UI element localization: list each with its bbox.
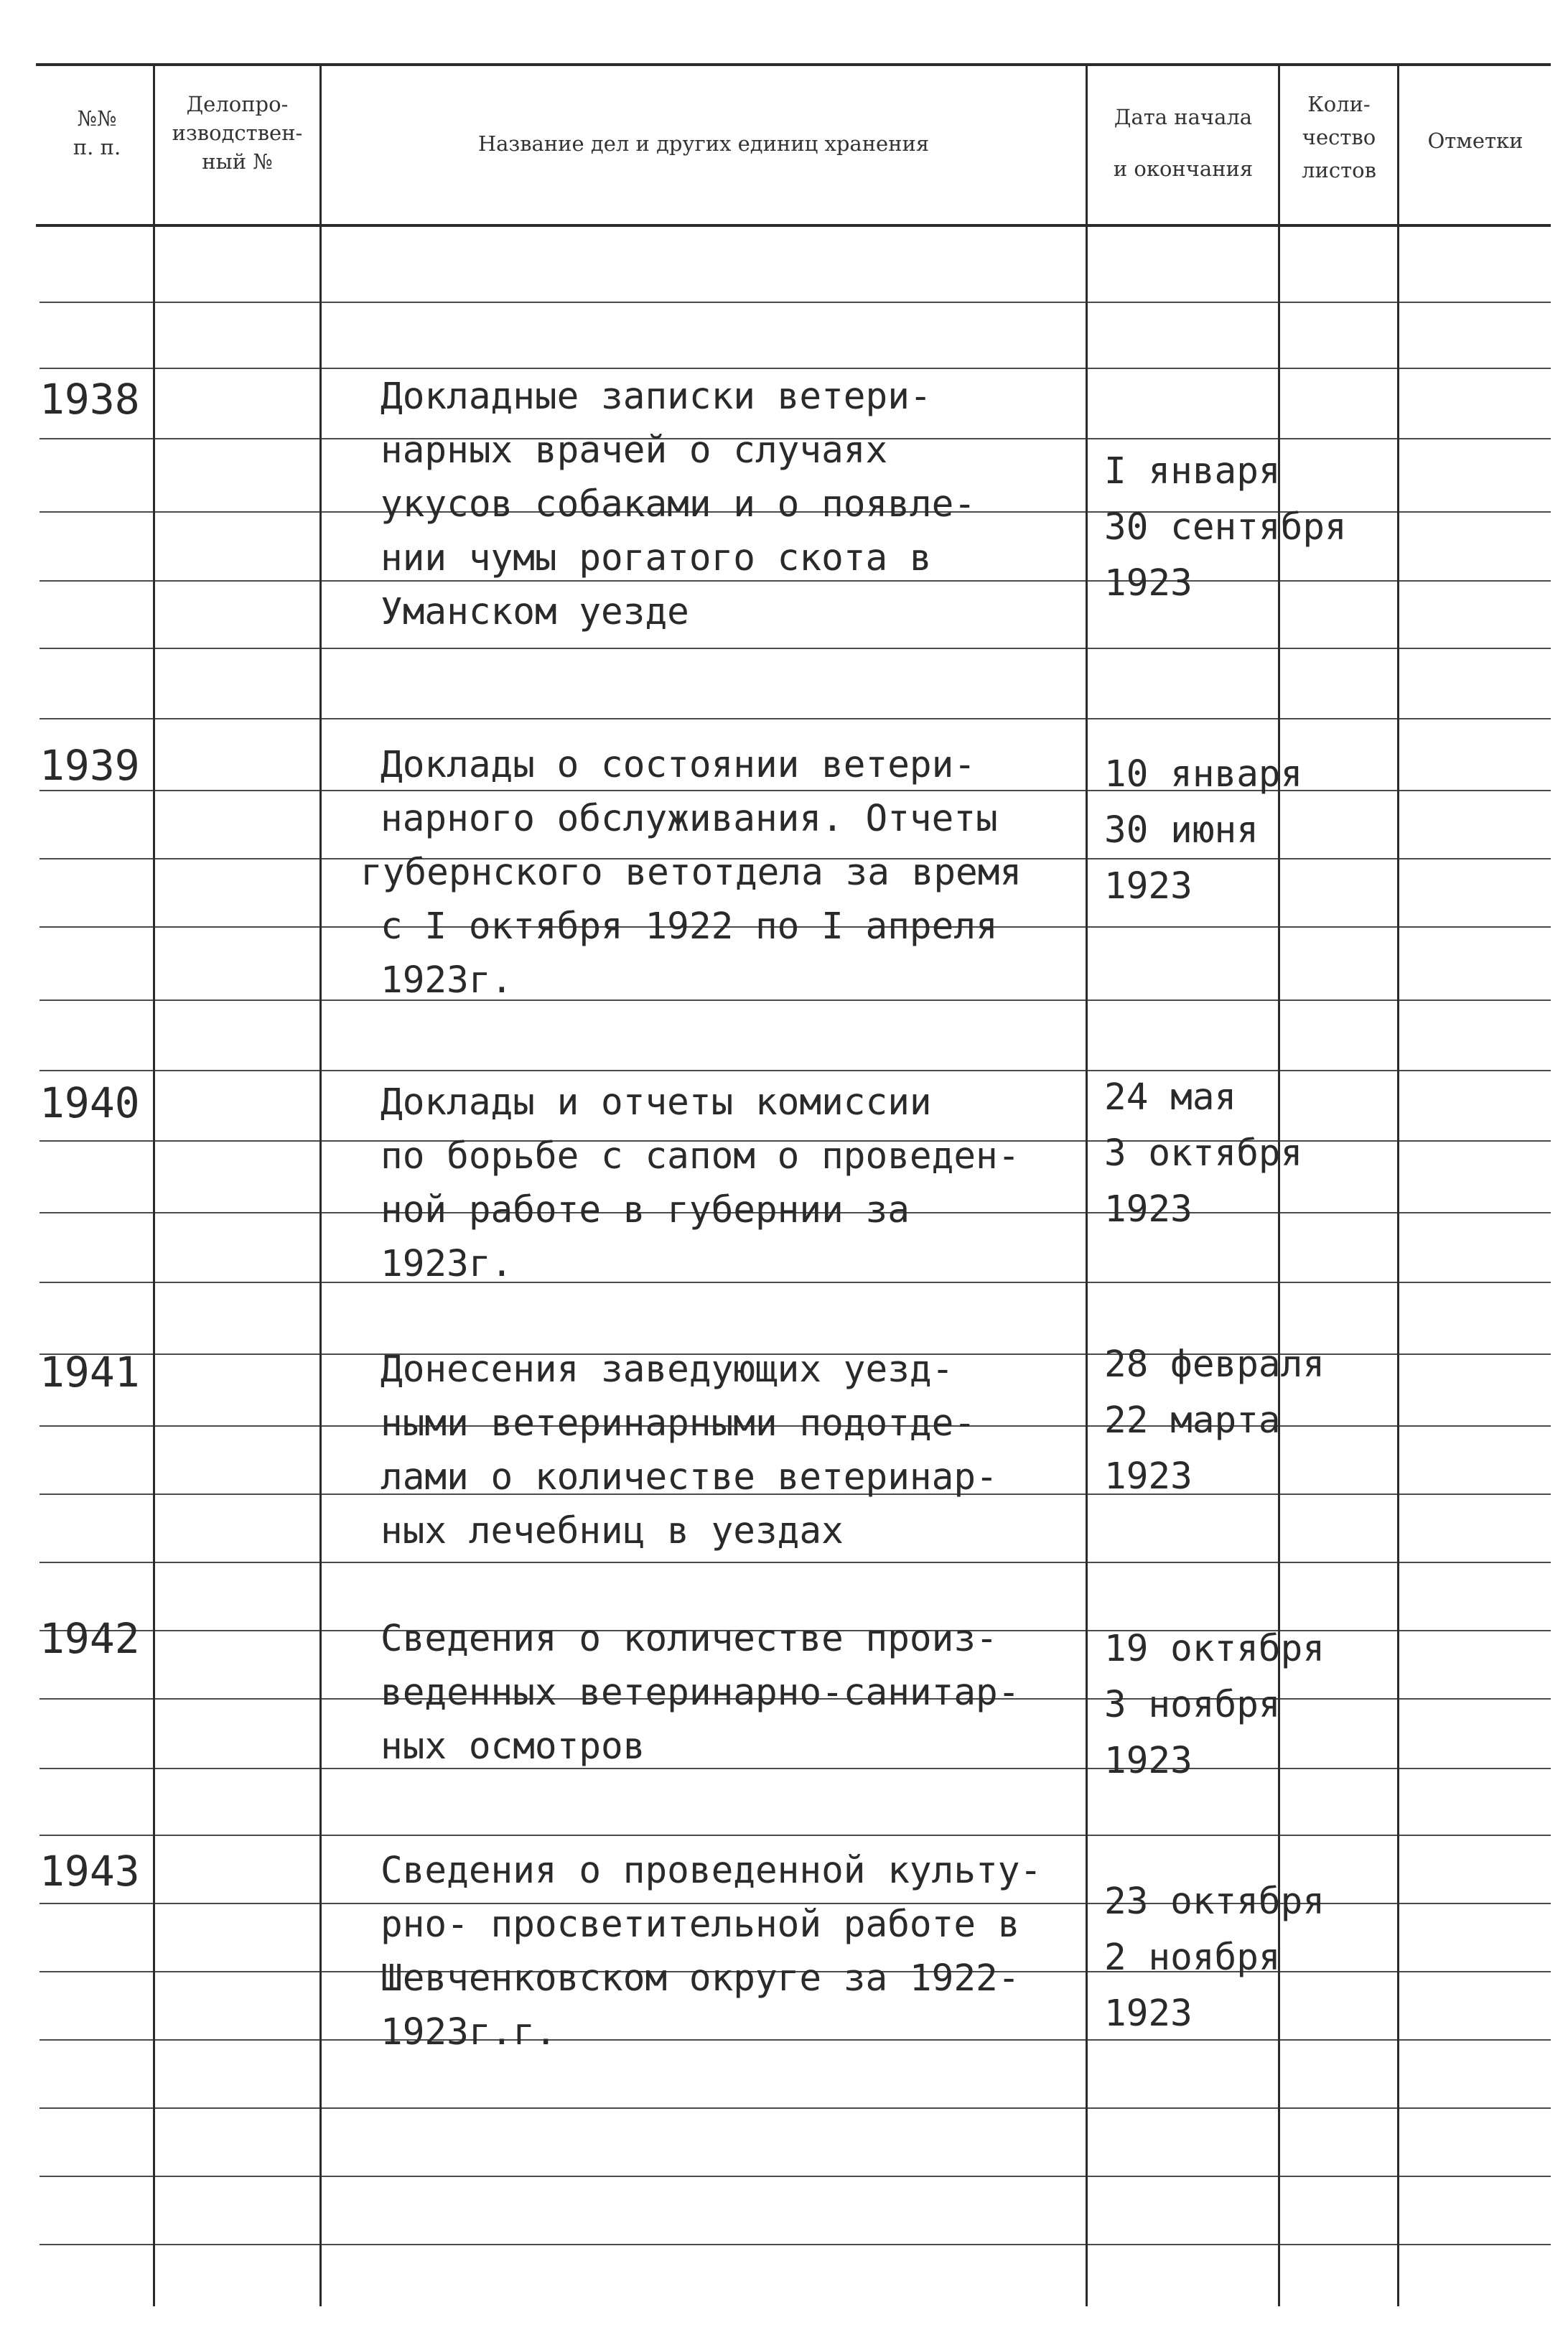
ruled-line	[39, 2107, 1551, 2109]
header-top-rule	[36, 63, 1551, 66]
record-title: Сведения о количестве произ- веденных ветеринарно-санитар- ных осмотров	[381, 1618, 1020, 1768]
column-divider	[319, 66, 322, 2306]
record-dates: 19 октября 3 ноября 1923	[1104, 1628, 1325, 1782]
column-divider	[1086, 66, 1088, 2306]
header-bottom-rule	[36, 224, 1551, 227]
record-title: Доклады о состоянии ветери- нарного обслуживания. Отчеты губернского ветотдела за время с I октября 1922 по I апреля 1923г.	[360, 744, 1022, 1002]
record-number: 1938	[39, 375, 140, 424]
record-title: Докладные записки ветери- нарных врачей о случаях укусов собаками и о появле- нии чумы рогатого скота в Уманском уезде	[381, 376, 976, 633]
record-number: 1940	[39, 1078, 140, 1127]
header-dates: Дата начала и окончания	[1113, 105, 1254, 181]
header-office-number: Делопро- изводствен- ный №	[172, 92, 303, 174]
record-number: 1943	[39, 1847, 140, 1896]
ruled-line	[39, 368, 1551, 369]
header-num: №№ п. п.	[73, 106, 121, 159]
ruled-line	[39, 302, 1551, 303]
ruled-line	[39, 648, 1551, 649]
record-number: 1939	[39, 741, 140, 790]
ruled-line	[39, 2176, 1551, 2177]
header-notes: Отметки	[1427, 129, 1523, 153]
ruled-line	[39, 1562, 1551, 1563]
ruled-line	[39, 718, 1551, 719]
record-title: Доклады и отчеты комиссии по борьбе с сапом о проведен- ной работе в губернии за 1923г.	[381, 1081, 1020, 1285]
header-sheets: Коли- чество листов	[1302, 92, 1376, 182]
ruled-line	[39, 1835, 1551, 1836]
record-title: Сведения о проведенной культу- рно- просветительной работе в Шевченковском округе за 1922- 1923г.г.	[381, 1850, 1042, 2054]
header-title: Название дел и других единиц хранения	[477, 131, 930, 156]
ruled-line	[39, 2244, 1551, 2245]
record-dates: 10 января 30 июня 1923	[1104, 753, 1303, 908]
record-number: 1942	[39, 1614, 140, 1663]
record-dates: 28 февраля 22 марта 1923	[1104, 1343, 1325, 1498]
column-divider	[1397, 66, 1399, 2306]
record-title: Донесения заведующих уезд- ными ветеринарными подотде- лами о количестве ветеринар- ных лечебниц в уездах	[381, 1348, 998, 1552]
record-dates: 23 октября 2 ноября 1923	[1104, 1881, 1325, 2035]
record-dates: 24 мая 3 октября 1923	[1104, 1076, 1303, 1231]
record-dates: I января 30 сентября 1923	[1104, 450, 1347, 605]
record-number: 1941	[39, 1348, 140, 1397]
